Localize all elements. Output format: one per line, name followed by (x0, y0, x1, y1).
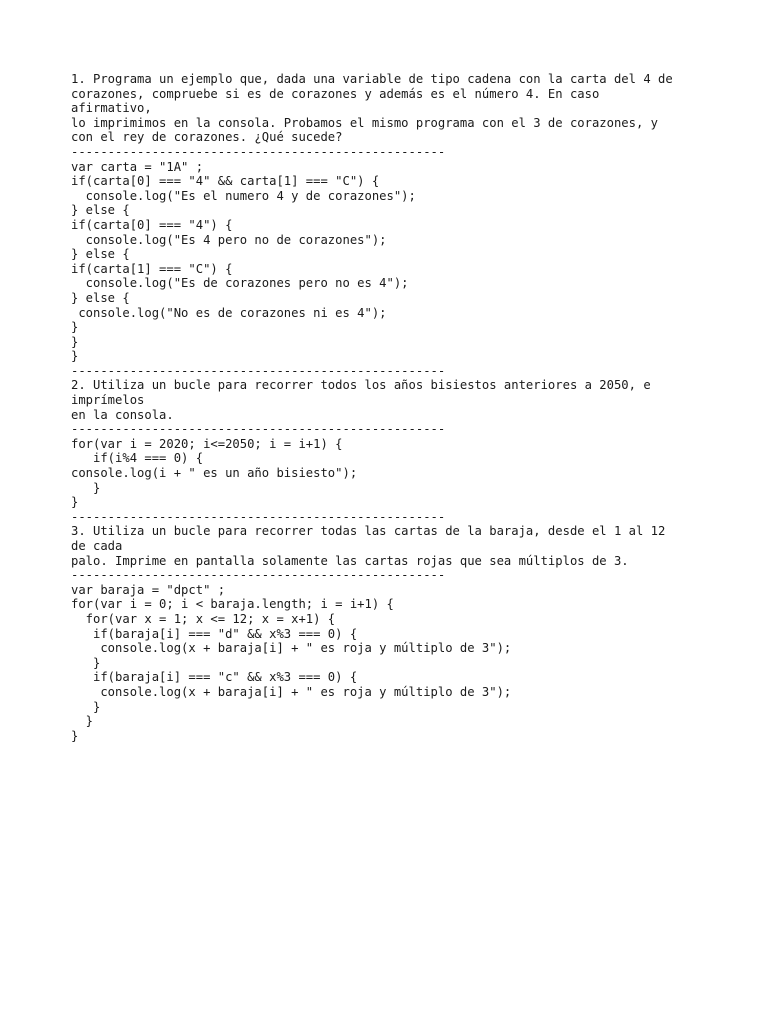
exercise-1-code-line: console.log("Es 4 pero no de corazones"); (71, 232, 387, 247)
exercise-3-statement-line: 3. Utiliza un bucle para recorrer todas las cartas de la baraja, desde el 1 al 12 (71, 524, 666, 539)
exercise-3-code-line: } (71, 699, 101, 714)
separator-line: --------------------------------------------------- (71, 363, 446, 378)
exercise-3-code-line: console.log(x + baraja[i] + " es roja y múltiplo de 3"); (71, 641, 512, 656)
exercise-2-code-line: if(i%4 === 0) { (71, 451, 204, 466)
exercise-2-statement-line: imprímelos (71, 393, 145, 408)
separator-line: --------------------------------------------------- (71, 568, 446, 583)
exercise-1-code-line: if(carta[1] === "C") { (71, 261, 233, 276)
exercise-1-statement-line: afirmativo, (71, 101, 152, 116)
exercise-3-code-line: var baraja = "dpct" ; (71, 582, 226, 597)
exercise-1-statement-line: lo imprimimos en la consola. Probamos el mismo programa con el 3 de corazones, y (71, 115, 658, 130)
exercise-3-statement-line: palo. Imprime en pantalla solamente las cartas rojas que sea múltiplos de 3. (71, 553, 629, 568)
exercise-1-code-line: console.log("Es el numero 4 y de corazones"); (71, 188, 416, 203)
document-body (71, 72, 731, 743)
exercise-1-code-line: } (71, 334, 79, 349)
separator-line: --------------------------------------------------- (71, 144, 446, 159)
exercise-3-code-line: } (71, 728, 79, 743)
exercise-3-code-line: console.log(x + baraja[i] + " es roja y múltiplo de 3"); (71, 684, 512, 699)
separator-line: --------------------------------------------------- (71, 422, 446, 437)
exercise-1-code-line: } else { (71, 247, 130, 262)
exercise-3-code-line: if(baraja[i] === "c" && x%3 === 0) { (71, 670, 358, 685)
exercise-1-statement-line: 1. Programa un ejemplo que, dada una variable de tipo cadena con la carta del 4 de (71, 72, 673, 86)
exercise-1-code-line: } else { (71, 203, 130, 218)
exercise-1-statement-line: con el rey de corazones. ¿Qué sucede? (71, 130, 343, 145)
exercise-1-code-line: } else { (71, 290, 130, 305)
exercise-1-code-line: if(carta[0] === "4" && carta[1] === "C") { (71, 174, 380, 189)
exercise-3-code-line: if(baraja[i] === "d" && x%3 === 0) { (71, 626, 358, 641)
exercise-2-statement-line: en la consola. (71, 407, 174, 422)
exercise-1-code-line: if(carta[0] === "4") { (71, 217, 233, 232)
exercise-1-code-line: } (71, 349, 79, 364)
exercise-2-code-line: for(var i = 2020; i<=2050; i = i+1) { (71, 436, 343, 451)
exercise-3-statement-line: de cada (71, 539, 123, 553)
exercise-2-code-line: console.log(i + " es un año bisiesto"); (71, 466, 358, 481)
exercise-2-code-line: } (71, 495, 79, 510)
exercise-3-code-line: for(var x = 1; x <= 12; x = x+1) { (71, 611, 336, 626)
exercise-2-statement-line: 2. Utiliza un bucle para recorrer todos los años bisiestos anteriores a 2050, e (71, 378, 651, 393)
exercise-1-statement-line: corazones, compruebe si es de corazones y además es el número 4. En caso (71, 86, 600, 101)
separator-line: --------------------------------------------------- (71, 509, 446, 524)
exercise-1-code-line: console.log("No es de corazones ni es 4"); (71, 305, 387, 320)
exercise-3-code-line: } (71, 714, 94, 729)
exercise-3-code-line: } (71, 655, 101, 670)
exercise-2-code-line: } (71, 480, 101, 495)
exercise-1-code-line: console.log("Es de corazones pero no es 4"); (71, 276, 409, 291)
exercise-1-code-line: } (71, 320, 79, 335)
exercise-3-code-line: for(var i = 0; i < baraja.length; i = i+1) { (71, 597, 394, 612)
exercise-1-code-line: var carta = "1A" ; (71, 159, 204, 174)
